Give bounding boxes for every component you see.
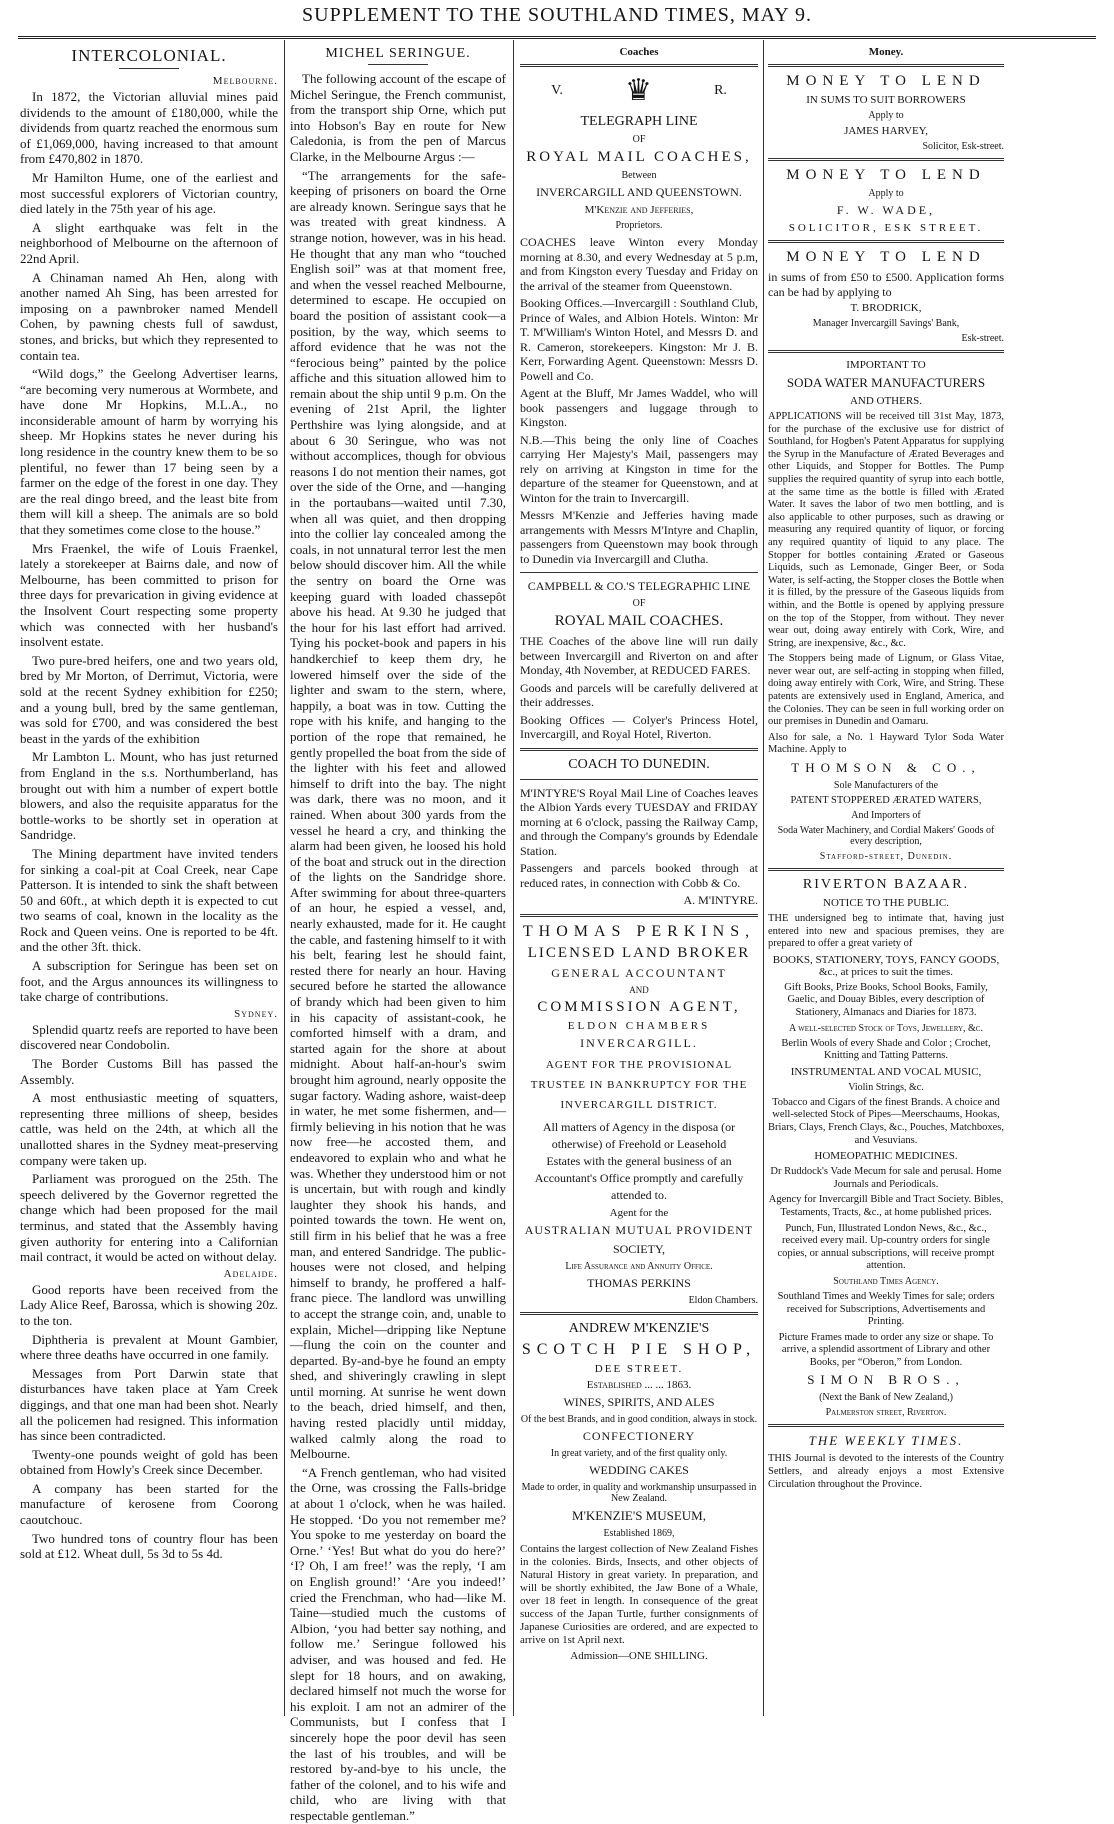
ad-text: (Next the Bank of New Zealand,) — [819, 1392, 953, 1404]
paragraph: Twenty-one pounds weight of gold has been obtained from Howly's Creek since December. — [20, 1446, 278, 1478]
ad-text: Proprietors. — [615, 220, 663, 231]
ad-text: OF — [632, 134, 646, 145]
ad-title: THOMSON & CO., — [791, 760, 981, 776]
ad-text: Admission—ONE SHILLING. — [570, 1650, 708, 1662]
column-divider — [763, 40, 764, 1716]
paragraph: Good reports have been received from the Lady Alice Reef, Barossa, which is showing 20z. to the ton. — [20, 1281, 278, 1328]
ad-text: THE Coaches of the above line will run daily between Invercargill and Riverton on and after Monday, 4th November, at REDUCED FARES. — [520, 634, 758, 677]
ad-text: A well-selected Stock of Toys, Jewellery, &c. — [789, 1022, 983, 1034]
rule — [768, 1424, 1004, 1427]
title-rule — [119, 68, 179, 69]
ad-text: M'INTYRE'S Royal Mail Line of Coaches leaves the Albion Yards every TUESDAY and FRIDAY morning at 6 o'clock, passing the Railway Camp, and through the Company's grounds by Edendale Station. — [520, 785, 758, 858]
ad-text: Violin Strings, &c. — [848, 1081, 924, 1093]
ad-text: Agent at the Bluff, Mr James Waddel, who will book passengers and luggage through to Kingston. — [520, 386, 758, 429]
top-rule — [18, 36, 1096, 39]
column-divider — [284, 40, 285, 1716]
title-rule — [368, 64, 428, 65]
ad-title: LICENSED LAND BROKER — [527, 945, 751, 961]
ad-title: CAMPBELL & CO.'S TELEGRAPHIC LINE — [527, 579, 751, 593]
ad-text: M'Kenzie and Jefferies, — [584, 204, 694, 216]
ad-title: SODA WATER MANUFACTURERS — [786, 375, 986, 390]
paragraph: A most enthusiastic meeting of squatters, representing three millions of sheep, besides cattle, was held on the 24th, at which all the unallotted shares in the Sydney meat-preserving company were taken up. — [20, 1090, 278, 1168]
paragraph: Messages from Port Darwin state that disturbances have taken place at Yam Creek diggings, and that one man had been shot. Nearly all the policemen had resigned. This information has since been contradicted. — [20, 1365, 278, 1444]
ad-title: JAMES HARVEY, — [844, 125, 928, 137]
paragraph: Mr Lambton L. Mount, who has just returned from England in the s.s. Northumberland, has brought out with him a number of expert bottle blowers, and also the requisite apparatus for the bottle-works to be shortly set in operation at Sandridge. — [20, 749, 278, 843]
ad-text: OF — [632, 598, 646, 609]
rule — [520, 748, 758, 751]
vr-left: V. — [551, 82, 563, 98]
column-divider — [513, 40, 514, 1716]
ad-title: MONEY TO LEND — [786, 249, 986, 265]
paragraph: The Border Customs Bill has passed the Assembly. — [20, 1056, 278, 1087]
intercolonial-column — [20, 44, 278, 1714]
ad-title: COMMISSION AGENT, — [537, 999, 741, 1015]
ad-title: ANDREW M'KENZIE'S — [568, 1321, 710, 1336]
ad-text: Life Assurance and Annuity Office. — [565, 1261, 713, 1272]
ad-text: Apply to — [868, 110, 904, 121]
ad-text: All matters of Agency in the disposa (or otherwise) of Freehold or Leasehold Estates with the general business of an Accountant's Office promptly and carefully attended to. — [534, 1120, 744, 1202]
ad-text: Tobacco and Cigars of the finest Brands. A choice and well-selected Stock of Pipes—Meerschaums, Hookas, Briars, Clays, French Clays, &c., Pouches, Matchboxes, and Vesuvians. — [768, 1096, 1004, 1146]
rule — [520, 572, 758, 573]
ad-title: PATENT STOPPERED ÆRATED WATERS, — [790, 795, 982, 807]
ad-title: HOMEOPATHIC MEDICINES. — [814, 1150, 958, 1163]
ad-text: in sums of from £50 to £500. Application forms can be had by applying to — [768, 270, 1004, 299]
ad-text: Contains the largest collection of New Zealand Fishes in the colonies. Birds, Insects, and other objects of Natural History in great variety. In preparation, and will be shortly exhibited, the Jaw Bone of a Whale, over 18 feet in length. In consequence of the great success of the Japan Turtle, further consignments of Japanese Curiosities are ordered, and are expected to arrive on 1st April next. — [520, 1543, 758, 1646]
ad-text: Established ... ... 1863. — [586, 1379, 692, 1391]
paragraph: “A French gentleman, who had visited the Orne, was crossing the Falls-bridge at about 1 o'clock, when he was hailed. He stopped. ‘Do you not remember me? You spoke to me yesterday on board the Orne.’ ‘Yes! But what do you do here?’ ‘I? Oh, I am free!’ was the reply, ‘I am on English ground!’ ‘Are you indeed!’ cried the Frenchman, who had—like M. Taine—studied much the customs of Albion, ‘you had better say nothing, and follow me.’ Seringue followed his adviser, and was housed and fed. He slept for 18 hours, and on awaking, declared himself not much the worse for his exploit. I am not an admirer of the Communists, but I confess that I sincerely hope the poor devil has seen the last of his troubles, and will be restored by-and-bye to his uncle, the father of the colonel, and to his wife and child, who are living with that respectable gentleman.” — [290, 1464, 506, 1823]
paragraph: “The arrangements for the safe-keeping of prisoners on board the Orne are already known. Seringue says that he was treated with great kindness. A strange notion, however, was in his head. He thought that any man who “touched English soil” was at that moment free, and when the vessel reached Melbourne, determined to escape. He occupied on board the position of assistant cook—a position, by the way, which seems to afford evidence that he was not the “ferocious being” painted by the police affiche and this situation allowed him to remain about the ship until 9 p.m. On the evening of 21st April, the lighter Perthshire was lying alongside, and at about 6 30 Seringue, who was not without accomplices, though for obvious reasons I do not mention their names, got over the side of the Orne, and —hanging in the portaubans—waited until 7.30, when all was quiet, and then dropping into the collier lay concealed among the coals, in not unnatural terror lest the men below should discover him. All the while the sentry on board the Orne was keeping guard with loaded chassepôt above his head. At 9.30 he judged that the hour for his last effort had arrived. Tying his pocket-book and papers in his handkerchief to keep them dry, he lowered himself over the side of the lighter and swam to the stern, where, happily, a boat was in tow. Cutting the rope with his knife, and hanging to the portion of the rope that remained, he gently propelled the boat from the side of the lighter with his feet and allowed himself to drift into the bay. The night was dark, there was no moon, and it rained. When about 300 yards from the vessel he heard a cry, and thinking the alarm had been given, he loosed his hold of the boat and struck out in the direction of the lights on the Sandridge shore. After swimming for about three-quarters of an hour, he espied a vessel, and, nearly exhausted, made for it. He caught the cable, and fastening himself to it with his belt, fearing lest he should faint, rested there for nearly an hour. Having secured before he started the allowance of brandy which had been given to him in his capacity of assistant-cook, he comforted himself with a dram, and started again for the shore at about midnight. About half-an-hour's swim brought him aground, nearly opposite the sugar factory. Wading ashore, waist-deep in water, he met some fishermen, and—firmly believing in his notion that he was now free—he accosted them, and endeavored to explain who and what he was. Whether they understood him or not is uncertain, but with rough and kindly laughter they shook his hands, and pointed towards the town. He went on, still firm in his belief that he was a free man, and entered Sandridge. The public-houses were not closed, and helping himself to brandy, he proffered a half-franc piece. The landlord was unwilling to accept the strange coin, and, unable to explain, Michel—dripping like Neptune —flung the coin on the counter and departed. By-and-bye he found an empty shed, and shiveringly crawling in slept until morning. At sunrise he went down to the beach, dried himself, and then, having rested placidly until midday, walked calmly along the road to Melbourne. — [290, 167, 506, 1462]
ad-text: Apply to — [868, 188, 904, 199]
paragraph: “Wild dogs,” the Geelong Advertiser learns, “are becoming very numerous at Wormbete, and have done Mr Hopkins, M.L.A., no inconsiderable amount of harm by worrying his sheep. Mr Hopkins states he never during his long residence in the country knew them to be so plentiful, no fewer than 17 being seen by a farmer on the edge of the forest in one day. They are the real dingo breed, and the least bite from them will kill a sheep. The animals are so bold that they sometimes come close to the house.” — [20, 366, 278, 538]
rule — [768, 64, 1004, 67]
ad-text: Solicitor, Esk-street. — [922, 141, 1004, 152]
masthead: SUPPLEMENT TO THE SOUTHLAND TIMES, MAY 9. — [302, 4, 812, 26]
ad-title: CONFECTIONERY — [582, 1429, 696, 1443]
ad-text: Goods and parcels will be carefully delivered at their addresses. — [520, 680, 758, 709]
section-heading: Money. — [868, 46, 904, 58]
ad-text: Agency for Invercargill Bible and Tract Society. Bibles, Testaments, Tracts, &c., at home published prices. — [768, 1194, 1004, 1218]
ad-text: AGENT FOR THE PROVISIONAL TRUSTEE IN BANKRUPTCY FOR THE INVERCARGILL DISTRICT. — [530, 1059, 748, 1111]
ad-text: Palmerston street, Riverton. — [825, 1407, 947, 1419]
ad-text: IN SUMS TO SUIT BORROWERS — [806, 94, 966, 106]
ad-text: Southland Times and Weekly Times for sale; orders received for Subscriptions, Advertisements and Printing. — [777, 1290, 995, 1328]
ad-title: M'KENZIE'S MUSEUM, — [572, 1508, 706, 1523]
ad-title: COACH TO DUNEDIN. — [568, 756, 710, 772]
ad-title: ELDON CHAMBERS — [567, 1020, 711, 1032]
dateline-adelaide: Adelaide. — [223, 1267, 278, 1280]
ad-text: DEE STREET. — [594, 1363, 684, 1375]
royal-crest — [520, 73, 758, 108]
ad-title: SCOTCH PIE SHOP, — [521, 1341, 757, 1358]
section-heading: Coaches — [619, 46, 659, 58]
ad-text: Established 1869, — [603, 1528, 675, 1539]
ad-text: Booking Offices — Colyer's Princess Hotel, Invercargill, and Royal Hotel, Riverton. — [520, 712, 758, 741]
ad-text: N.B.—This being the only line of Coaches carrying Her Majesty's Mail, passengers may rely on arriving at Kingston in time for the departure of the steamer for Queenstown, and at Winton for the train to Invercargill. — [520, 432, 758, 505]
ad-text: Punch, Fun, Illustrated London News, &c., &c., received every mail. Up-country orders for single copies, or annual subscriptions, will receive prompt attention. — [777, 1222, 995, 1272]
paragraph: Parliament was prorogued on the 25th. The speech delivered by the Governor regretted the change which had been proposed for the mail terminus, and stated that the Assembly having given authority for entering into a Californian mail contract, it would be acted on without delay. — [20, 1171, 278, 1265]
ad-title: THOMAS PERKINS, — [522, 923, 756, 940]
ad-text: COACHES leave Winton every Monday morning at 8.30, and every Wednesday at 5 p.m, and from Kingston every Tuesday and Friday on the arrival of the steamer from Queenstown. — [520, 235, 758, 293]
vr-right: R. — [714, 82, 727, 98]
rule — [768, 868, 1004, 871]
paragraph: A subscription for Seringue has been set on foot, and the Argus announces its willingness to take charge of contributions. — [20, 958, 278, 1005]
ad-title: WINES, SPIRITS, AND ALES — [563, 1395, 715, 1409]
ad-title: F. W. WADE, — [836, 203, 936, 217]
ad-text: Booking Offices.—Invercargill : Southland Club, Prince of Wales, and Albion Hotels. Winton: Mr T. M'William's Winton Hotel, and Messrs D. and R. Cameron, storekeepers. Kingston: Mr J. B. Kerr, Forwarding Agent. Queenstown: Messrs D. Powell and Co. — [520, 296, 758, 383]
ad-title: SOCIETY, — [612, 1242, 666, 1256]
ad-text: THE undersigned beg to intimate that, having just entered into new and spacious premises, they are prepared to offer a great variety of — [768, 913, 1004, 950]
ad-title: WEDDING CAKES — [589, 1463, 689, 1477]
ad-text: Picture Frames made to order any size or shape. To arrive, a splendid assortment of Library and other Books, per “Oberon,” from London. — [778, 1331, 994, 1368]
rule — [768, 158, 1004, 161]
coaches-column — [520, 44, 758, 1714]
ad-text: Passengers and parcels booked through at reduced rates, in connection with Cobb & Co. — [520, 861, 758, 890]
ad-text: AND OTHERS. — [849, 395, 923, 407]
ad-text: Soda Water Machinery, and Cordial Makers' Goods of every description, — [777, 825, 995, 848]
paragraph: A slight earthquake was felt in the neighborhood of Melbourne on the afternoon of 22nd April. — [20, 219, 278, 266]
ad-text: Between — [621, 170, 657, 181]
ad-title: INVERCARGILL. — [580, 1036, 698, 1050]
seringue-column — [290, 44, 506, 1823]
ad-text: Agent for the — [609, 1207, 669, 1219]
paragraph: Mrs Fraenkel, the wife of Louis Fraenkel, lately a storekeeper at Bairns dale, and now of Melbourne, has been committed to prison for three days for prevarication in giving evidence at the Insolvent Court respecting some property which was connected with her husband's insolvent estate. — [20, 540, 278, 650]
ad-title: TELEGRAPH LINE — [580, 114, 698, 129]
ad-text: Made to order, in quality and workmanship unsurpassed in New Zealand. — [521, 1482, 757, 1504]
rule — [520, 779, 758, 780]
paragraph: A company has been started for the manufacture of kerosene from Coorong caoutchouc. — [20, 1480, 278, 1528]
ad-text: The Stoppers being made of Lignum, or Glass Vitae, never wear out, are self-acting in stopping when filled, doing away entirely with Cork, Wire, and String. These patents are extensively used in England, America, and the Colonies. They can be seen in full working order on our premises in Dunedin and Oamaru. — [768, 653, 1004, 728]
ad-text: APPLICATIONS will be received till 31st May, 1873, for the purchase of the exclusive use for district of Southland, for Hogben's Patent Apparatus for supplying the Syrup in the Manufacture of Ærated Beverages and other Liquids, and Stopper for Bottles. The Pump supplies the required quantity of syrup into each bottle, at the same time as the bottle is filled with Ærated Water. It saves the labor of two men bottling, and is also applicable to other purposes, such as drawing or measuring any required quantity of liquor, or forcing any required quantity of liquid to any place. The Stopper for bottles containing Ærated or Gaseous Liquids, such as Lemonade, Ginger Beer, or Soda Water, is self-acting, the Stopper closes the Bottle when it is filled, by the pressure of the Gaseous liquids from within, and the Bottle is opened by applying pressure on the top of the Stopper, from without. They never wear out, doing away entirely with Cork, Wire, and String, are inexpensive, &c., &c. — [768, 411, 1004, 649]
rule — [768, 240, 1004, 243]
ad-text: Berlin Wools of every Shade and Color ; Crochet, Knitting and Tatting Patterns. — [781, 1037, 991, 1062]
ad-title: INVERCARGILL AND QUEENSTOWN. — [536, 185, 742, 199]
ad-title: MONEY TO LEND — [786, 73, 986, 89]
paragraph: The following account of the escape of Michel Seringue, the French communist, from the transport ship Orne, which put into Hobson's Bay en route for New Caledonia, is from the pen of Marcus Clarke, in the Melbourne Argus :— — [290, 71, 506, 164]
ad-text: Manager Invercargill Savings' Bank, — [812, 318, 960, 329]
paragraph: The Mining department have invited tenders for sinking a coal-pit at Coal Creek, near Cape Patterson. It is intended to sink the shaft between 50 and 60ft., at which depth it is expected to cut two seams of coal, known in the locality as the Rock and Queen veins. One is reported to be 4ft. and the other 3ft. thick. — [20, 845, 278, 955]
ad-text: THIS Journal is devoted to the interests of the Country Settlers, and already enjoys a most Extensive Circulation throughout the Province. — [768, 1453, 1004, 1490]
ad-title: INSTRUMENTAL AND VOCAL MUSIC, — [790, 1065, 982, 1078]
ad-text: Also for sale, a No. 1 Hayward Tylor Soda Water Machine. Apply to — [768, 731, 1004, 756]
ad-text: Sole Manufacturers of the — [833, 780, 939, 792]
ad-text: Dr Ruddock's Vade Mecum for sale and perusal. Home Journals and Periodicals. — [770, 1166, 1002, 1190]
ad-signature: A. M'INTYRE. — [683, 893, 758, 907]
rule — [520, 1312, 758, 1315]
ad-title: SIMON BROS., — [807, 1372, 965, 1388]
ad-title: AUSTRALIAN MUTUAL PROVIDENT — [524, 1223, 754, 1237]
rule — [520, 914, 758, 917]
ad-text: IMPORTANT TO — [846, 359, 926, 371]
section-title: INTERCOLONIAL. — [71, 46, 227, 65]
ad-text: SOLICITOR, ESK STREET. — [788, 222, 984, 234]
ad-text: Southland Times Agency. — [833, 1275, 939, 1287]
ad-title: T. BRODRICK, — [850, 302, 922, 314]
ad-signature: THOMAS PERKINS — [587, 1276, 691, 1290]
dateline-melbourne: Melbourne. — [212, 75, 278, 87]
ad-title: GENERAL ACCOUNTANT — [551, 966, 727, 980]
ad-title: ROYAL MAIL COACHES. — [554, 613, 724, 629]
paragraph: Two pure-bred heifers, one and two years old, bred by Mr Morton, of Derrimut, Victoria, were sold at the recent Sydney exhibition for £250; and a young bull, bred by the same gentleman, was sold for £700, and was considered the best beast in the yards of the exhibition — [20, 652, 278, 746]
ad-title: RIVERTON BAZAAR. — [802, 877, 970, 893]
ad-text: Messrs M'Kenzie and Jefferies having made arrangements with Messrs M'Intyre and Chaplin, passengers from Queenstown may book through to Dunedin via Invercargill and Clutha. — [520, 508, 758, 566]
ad-text: AND — [629, 985, 649, 995]
rule — [768, 350, 1004, 353]
ad-text: Gift Books, Prize Books, School Books, Family, Gaelic, and Douay Bibles, every description of Stationery, Almanacs and Diaries for 1873. — [784, 981, 988, 1018]
paragraph: Splendid quartz reefs are reported to have been discovered near Condobolin. — [20, 1021, 278, 1053]
ad-text: NOTICE TO THE PUBLIC. — [823, 897, 949, 910]
paragraph: In 1872, the Victorian alluvial mines paid dividends to the amount of £180,000, while the dividends from quartz reached the enormous sum of £1,069,000, having increased to that amount from £470,802 in 1870. — [20, 89, 278, 167]
dateline-sydney: Sydney. — [234, 1007, 278, 1020]
ad-title: ROYAL MAIL COACHES, — [526, 149, 752, 165]
article-title: MICHEL SERINGUE. — [325, 46, 471, 61]
ad-text: And Importers of — [851, 810, 921, 822]
paragraph: A Chinaman named Ah Hen, along with another named Ah Sing, has been arrested for imposing on a pawnbroker named Mendell Cohen, by pawning chests full of sawdust, stones, and bricks, but which they represented to contain tea. — [20, 269, 278, 363]
ad-text: Esk-street. — [961, 333, 1004, 344]
paragraph: Mr Hamilton Hume, one of the earliest and most successful explorers of Victorian country, died lately in the 75th year of his age. — [20, 169, 278, 217]
paragraph: Diphtheria is prevalent at Mount Gambier, where three deaths have occurred in one family. — [20, 1331, 278, 1363]
ad-text: In great variety, and of the first quality only. — [550, 1448, 728, 1459]
ad-title: BOOKS, STATIONERY, TOYS, FANCY GOODS, &c., at prices to suit the times. — [772, 953, 1000, 978]
paragraph: Two hundred tons of country flour has been sold at £12. Wheat dull, 5s 3d to 5s 4d. — [20, 1530, 278, 1562]
ad-text: Stafford-street, Dunedin. — [819, 851, 953, 863]
ad-title: MONEY TO LEND — [786, 167, 986, 183]
ad-text: Eldon Chambers. — [688, 1295, 758, 1306]
ad-title: THE WEEKLY TIMES. — [808, 1433, 964, 1449]
rule — [520, 64, 758, 67]
ad-text: Of the best Brands, and in good condition, always in stock. — [520, 1414, 758, 1425]
money-column — [768, 44, 1004, 1714]
crown-icon: ♛ — [625, 74, 652, 107]
